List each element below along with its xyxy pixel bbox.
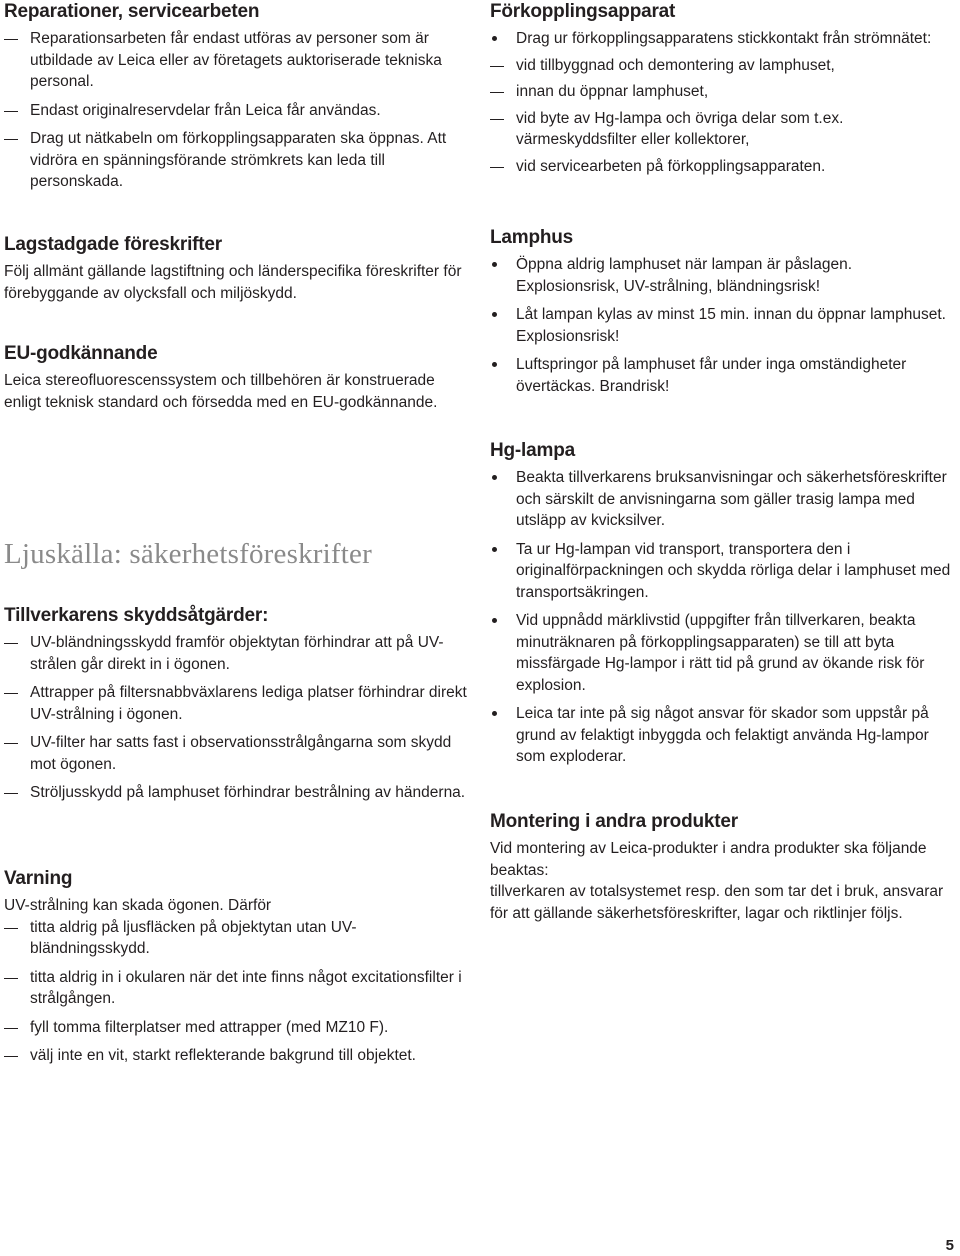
list-item: Vid uppnådd märklivstid (uppgifter från tillverkaren, beakta minuträknaren på förkopplingsapparaten) se till att byta missfärgade Hg-lampor i rätt tid på grund av ökande risk för explosion. bbox=[516, 612, 925, 694]
list-item: Beakta tillverkarens bruksanvisningar och säkerhetsföreskrifter och särskilt de anvisningarna som gäller trasig lampa med utsläpp av kvicksilver. bbox=[516, 469, 947, 529]
manufacturer-list bbox=[4, 632, 470, 804]
section-title-legal: Lagstadgade föreskrifter bbox=[4, 234, 222, 255]
section-ballast bbox=[490, 0, 956, 182]
list-item: vid byte av Hg-lampa och övriga delar som t.ex. värmeskyddsfilter eller kollektorer, bbox=[516, 109, 844, 148]
list-item: Luftspringor på lamphuset får under inga omständigheter övertäckas. Brandrisk! bbox=[516, 356, 907, 395]
warning-text: UV-strålning kan skada ögonen. Därför bbox=[4, 897, 272, 914]
eu-text: Leica stereofluorescenssystem och tillbehören är konstruerade enligt teknisk standard och försedda med en EU-godkännande. bbox=[4, 372, 438, 411]
hg-lamp-list bbox=[490, 467, 956, 768]
section-title-ballast: Förkopplingsapparat bbox=[490, 1, 676, 22]
list-item: vid tillbyggnad och demontering av lamphuset, bbox=[516, 56, 835, 74]
section-light-source bbox=[4, 536, 470, 582]
list-item: Leica tar inte på sig något ansvar för skador som uppstår på grund av felaktigt inbyggda och felaktigt använda Hg-lampor som exploderar. bbox=[516, 705, 929, 765]
section-title-repairs: Reparationer, servicearbeten bbox=[4, 1, 260, 22]
lamphouse-list bbox=[490, 254, 956, 397]
list-item: UV-filter har satts fast i observationsstrålgångarna som skydd mot ögonen. bbox=[30, 734, 452, 773]
section-manufacturer bbox=[4, 604, 470, 811]
section-title-hg-lamp: Hg-lampa bbox=[490, 440, 575, 461]
section-legal bbox=[4, 233, 470, 304]
section-title-lamphouse: Lamphus bbox=[490, 227, 574, 248]
list-item: fyll tomma filterplatser med attrapper (med MZ10 F). bbox=[30, 1018, 389, 1036]
mounting-text-1: Vid montering av Leica-produkter i andra produkter ska följande beaktas: bbox=[490, 840, 927, 879]
mounting-text-2: tillverkaren av totalsystemet resp. den som tar det i bruk, ansvarar för att gällande säkerhetsföreskrifter, lagar och riktlinjer följs. bbox=[490, 883, 944, 922]
warning-list bbox=[4, 917, 470, 1067]
section-title-eu: EU-godkännande bbox=[4, 343, 158, 364]
list-item: Öppna aldrig lamphuset när lampan är påslagen. Explosionsrisk, UV-strålning, bländningsrisk! bbox=[516, 256, 853, 295]
list-item: Drag ut nätkabeln om förkopplingsapparaten ska öppnas. Att vidröra en spänningsförande strömkrets kan leda till personskada. bbox=[30, 130, 447, 190]
section-warning bbox=[4, 867, 470, 1074]
list-item: välj inte en vit, starkt reflekterande bakgrund till objektet. bbox=[30, 1047, 416, 1064]
section-title-warning: Varning bbox=[4, 868, 73, 889]
section-mounting bbox=[490, 810, 956, 924]
list-item: titta aldrig på ljusfläcken på objektytan utan UV-bländningsskydd. bbox=[30, 918, 357, 957]
section-repairs bbox=[4, 0, 470, 200]
list-item: Ströljusskydd på lamphuset förhindrar bestrålning av händerna. bbox=[30, 784, 466, 801]
section-lamphouse bbox=[490, 226, 956, 404]
list-item: Attrapper på filtersnabbväxlarens lediga platser förhindrar direkt UV-strålning i ögonen. bbox=[30, 684, 467, 723]
page-number: 5 bbox=[945, 1237, 954, 1254]
list-item: UV-bländningsskydd framför objektytan förhindrar att på UV-strålen går direkt in i ögonen. bbox=[30, 634, 444, 673]
chapter-title: Ljuskälla: säkerhetsföreskrifter bbox=[4, 538, 372, 570]
section-title-manufacturer: Tillverkarens skyddsåtgärder: bbox=[4, 605, 269, 626]
section-eu bbox=[4, 342, 470, 413]
list-item: Ta ur Hg-lampan vid transport, transportera den i originalförpackningen och skydda rörliga delar i lamphuset med transportsäkringen. bbox=[516, 540, 951, 601]
ballast-list bbox=[490, 28, 956, 177]
list-item: Låt lampan kylas av minst 15 min. innan du öppnar lamphuset. Explosionsrisk! bbox=[516, 306, 946, 345]
list-item: Reparationsarbeten får endast utföras av personer som är utbildade av Leica eller av företagets auktoriserade tekniska personal. bbox=[30, 30, 442, 90]
section-title-mounting: Montering i andra produkter bbox=[490, 811, 738, 832]
section-hg-lamp bbox=[490, 439, 956, 775]
repairs-list bbox=[4, 28, 470, 193]
list-item: Endast originalreservdelar från Leica får användas. bbox=[30, 101, 381, 119]
legal-text: Följ allmänt gällande lagstiftning och länderspecifika föreskrifter för förebyggande av olycksfall och miljöskydd. bbox=[4, 263, 462, 302]
list-item: vid servicearbeten på förkopplingsapparaten. bbox=[516, 157, 826, 175]
list-item: innan du öppnar lamphuset, bbox=[516, 83, 709, 100]
list-item: Drag ur förkopplingsapparatens stickkontakt från strömnätet: bbox=[516, 30, 932, 47]
list-item: titta aldrig in i okularen när det inte finns något excitationsfilter i strålgången. bbox=[30, 968, 462, 1007]
